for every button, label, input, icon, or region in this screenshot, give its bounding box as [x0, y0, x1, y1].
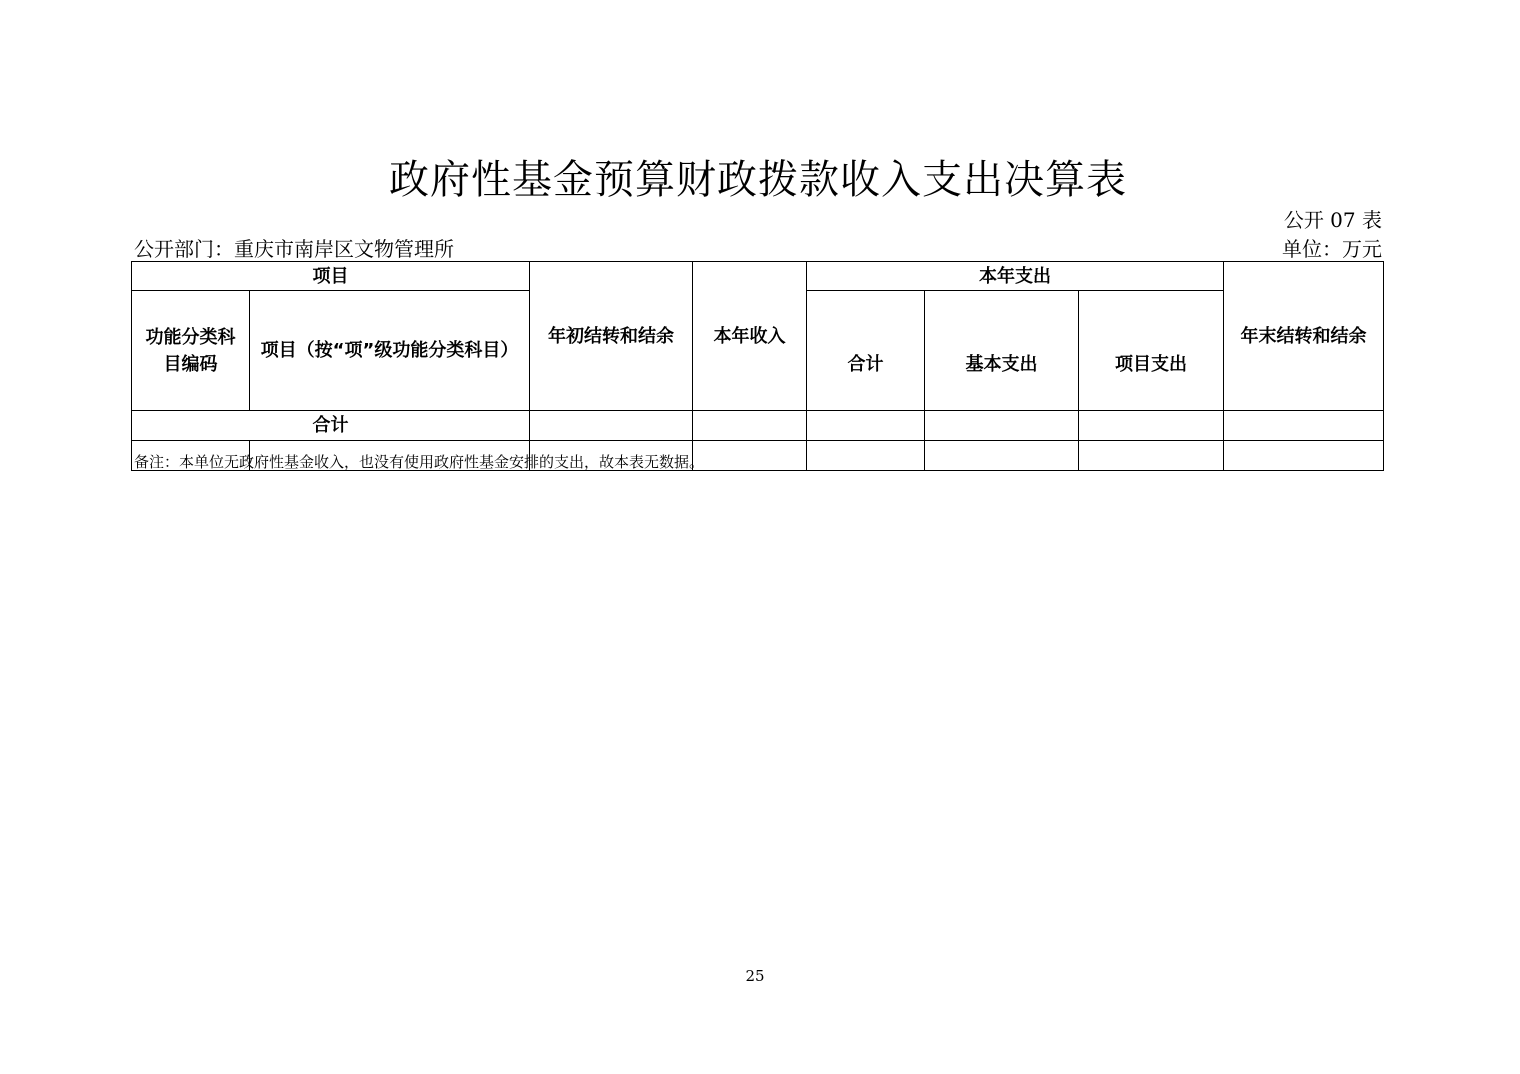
cell-ending-balance [1224, 441, 1384, 471]
total-ending-balance [1224, 411, 1384, 441]
header-func-code-text: 功能分类科目编码 [145, 326, 236, 375]
cell-project-expense [1079, 441, 1224, 471]
table-note: 备注：本单位无政府性基金收入，也没有使用政府性基金安排的支出，故本表无数据。 [134, 453, 705, 471]
total-current-income [693, 411, 807, 441]
total-row [132, 411, 1384, 441]
cell-current-income [693, 441, 807, 471]
budget-table [131, 261, 1384, 471]
total-beginning-balance [530, 411, 693, 441]
header-project-by-item: 项目（按“项”级功能分类科目） [250, 291, 530, 411]
page-number: 25 [745, 967, 765, 985]
total-expense-total [807, 411, 925, 441]
header-expense-total: 合计 [807, 291, 925, 411]
header-basic-expense: 基本支出 [925, 291, 1079, 411]
header-func-code [132, 291, 250, 411]
header-current-income: 本年收入 [693, 262, 807, 411]
header-ending-balance: 年末结转和结余 [1224, 262, 1384, 411]
cell-basic-expense [925, 441, 1079, 471]
header-row-1 [132, 262, 1384, 291]
header-current-expense: 本年支出 [807, 262, 1224, 291]
cell-expense-total [807, 441, 925, 471]
unit-label: 单位：万元 [1282, 237, 1382, 261]
page-title: 政府性基金预算财政拨款收入支出决算表 [389, 157, 1127, 203]
header-beginning-balance: 年初结转和结余 [530, 262, 693, 411]
table-code: 公开 07 表 [1283, 208, 1382, 232]
total-label: 合计 [132, 411, 530, 441]
department-label: 公开部门：重庆市南岸区文物管理所 [134, 237, 454, 261]
header-project: 项目 [132, 262, 530, 291]
total-project-expense [1079, 411, 1224, 441]
total-basic-expense [925, 411, 1079, 441]
header-project-expense: 项目支出 [1079, 291, 1224, 411]
